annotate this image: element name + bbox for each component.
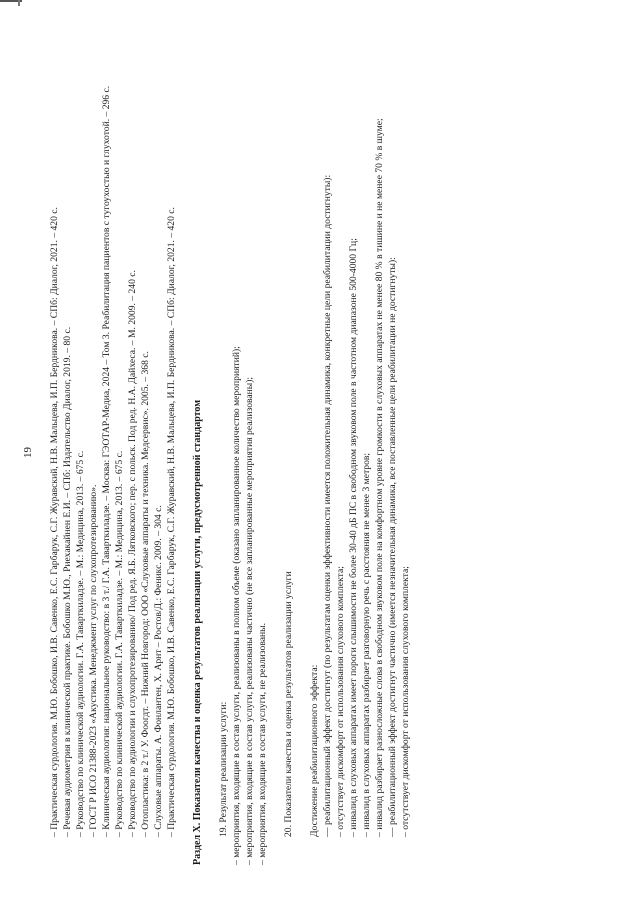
reference-item: – Практическая сурдология. М.Ю. Бобошко, И.В. Савенко, Е.С. Гарбарук, С.Г. Журавский, Н.В. Мальцева, И.П. Бердникова. – СПб: Диалог, 2021. – 420 с. [166, 207, 177, 837]
reference-item: – Речевая аудиометрия в клинической практике. Бобошко М.Ю., Риехакайнен Е.И. – СПб: Издательство Диалог, 2019. – 80 с. [62, 326, 73, 837]
list-item: – инвалид в слуховых аппаратах имеет пороги слышимости не более 30-40 дБ ПС в свободном звуковом поле в частотном диапазоне 500-4000 Гц; [348, 238, 359, 837]
document-body [48, 37, 412, 865]
reference-item: – Клиническая аудиология: национальное руководство: в 3 т./ Г.А. Таварткиладзе. – Москва: ГЭОТАР-Медиа, 2024 – Том 3. Реабилитация пациентов с тугоухостью и глухотой. – 296 с. [101, 85, 112, 837]
item-19-title: 19. Результат реализации услуги: [218, 701, 229, 837]
reference-item: – Слуховые аппараты. А. Фонлантен, Х. Арнт – Ростов/Д.: Феникс. 2009. – 304 с. [153, 505, 164, 837]
reference-item: – Отопластика: в 2 т./ У. Фоогдт. – Нижний Новгород: ООО «Слуховые аппараты и техника. Медсервис». 2005. – 368 с. [140, 351, 151, 837]
spacer [295, 37, 308, 865]
list-item: – инвалид в слуховых аппаратах разбирает разговорную речь с расстояния не менее 3 метров; [361, 452, 372, 837]
reference-item: – ГОСТ Р ИСО 21388-2023 «Акустика. Менеджмент услуг по слухопротезированию». [88, 484, 99, 837]
list-item: – мероприятия, входящие в состав услуги, реализованы в полном объеме (оказано запланированное количество мероприятий); [231, 346, 242, 865]
list-item: – мероприятия, входящие в состав услуги, не реализованы. [257, 623, 268, 865]
spacer [269, 37, 282, 865]
list-item: – мероприятия, входящие в состав услуги, реализованы частично (не все запланированные мероприятия реализованы); [244, 376, 255, 865]
reference-item: – Руководство по клинической аудиологии. Г.А. Таварткиладзе. – М.: Медицина, 2013. – 675 с. [75, 450, 86, 837]
reference-item: – Практическая сурдология. М.Ю. Бобошко, И.В. Савенко, Е.С. Гарбарук, С.Г. Журавский, Н.В. Мальцева, И.П. Бердникова. – СПб: Диалог, 2021. – 420 с. [49, 207, 60, 837]
reference-item: – Руководство по клинической аудиологии. Г.А. Таварткиладзе. – М.: Медицина, 2013. – 675 с. [114, 450, 125, 837]
reference-item: – Руководство по аудиологии и слухопротезированию/ Под ред. Я.Б. Лятковского; пер. с польск. Под ред. Н.А. Дайхеса. – М. 2009. – 240 с. [127, 270, 138, 837]
list-item: – отсутствует дискомфорт от использования слухового комплекта; [335, 566, 346, 837]
list-item: — реабилитационный эффект достигнут частично (имеется незначительная динамика, все поставленные цели реабилитации не достигнуты): [387, 257, 398, 837]
spacer [204, 37, 217, 865]
list-item: – инвалид разбирает разносложные слова в свободном звуковом поле на комфортном уровне громкости в слуховых аппаратах не менее 80 % в тишине и не менее 70 % в шуме; [374, 118, 385, 837]
page-number: 19 [22, 447, 34, 458]
item-20-title: 20. Показатели качества и оценка результатов реализации услуги [283, 571, 294, 837]
section-heading: Раздел X. Показатели качества и оценка результатов реализации услуги, предусмотренной стандартом [192, 399, 203, 865]
spacer [178, 37, 191, 865]
list-item: — реабилитационный эффект достигнут (по результатам оценки эффективности имеется положительная динамика, конкретные цели реабилитации достигнуты): [322, 174, 333, 837]
list-item: – отсутствует дискомфорт от использования слухового комплекта; [400, 566, 411, 837]
item-20-subtitle: Достижение реабилитационного эффекта: [309, 664, 320, 837]
